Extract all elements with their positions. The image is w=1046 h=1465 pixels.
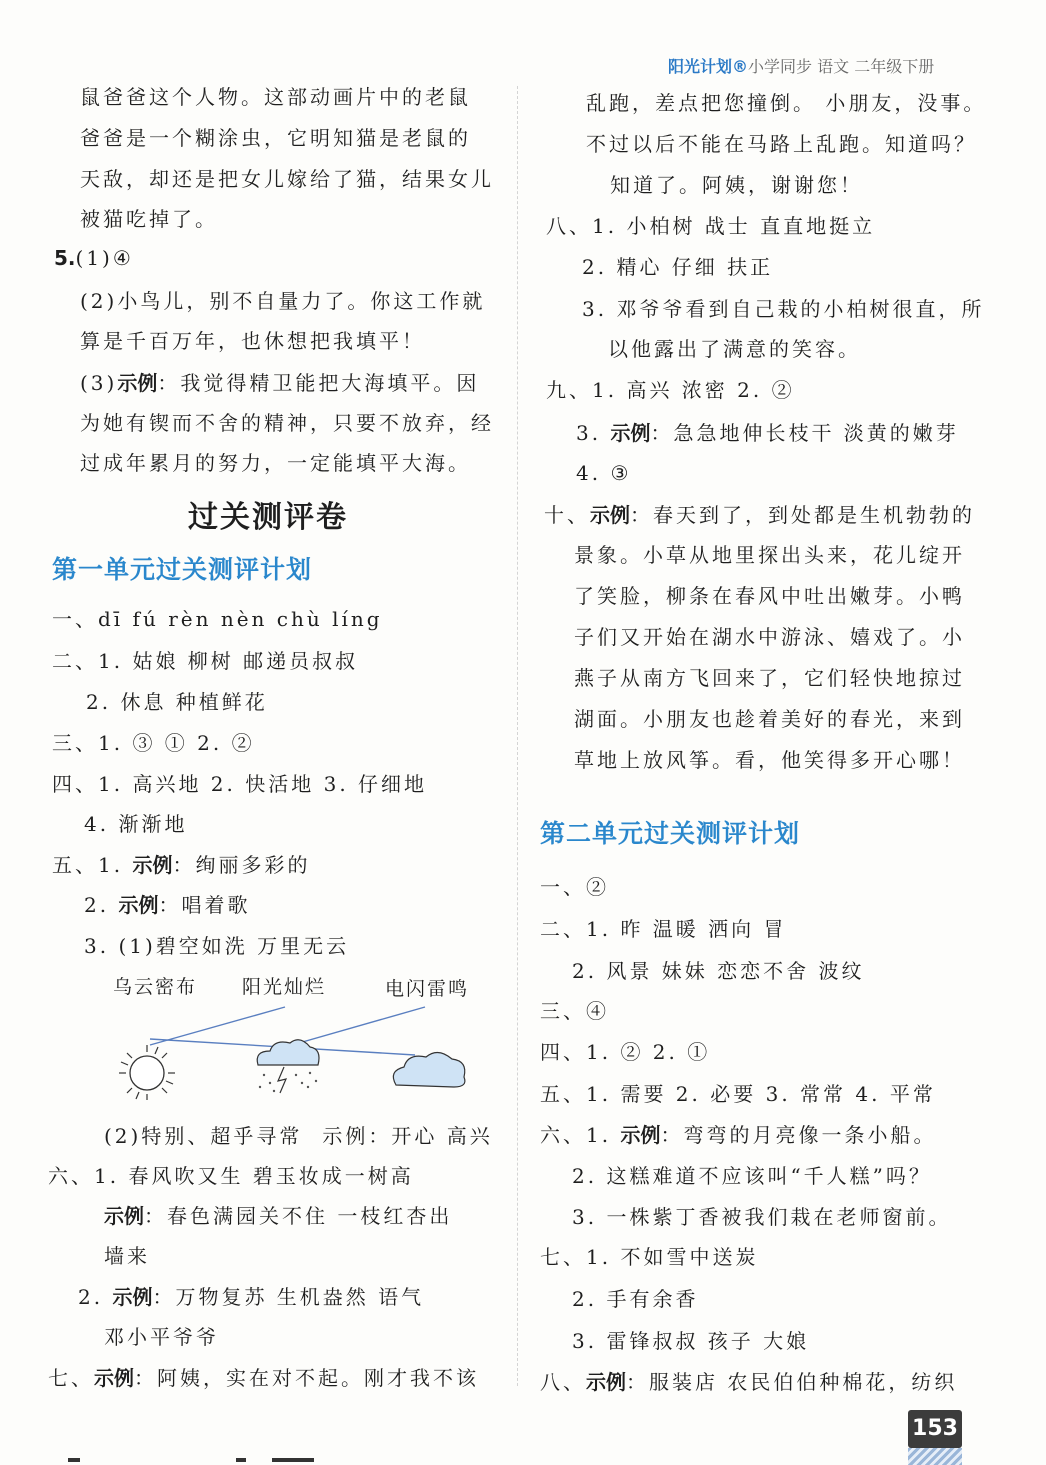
answer-line: 2. 精心 仔细 扶正 (582, 255, 774, 279)
text-line: 不过以后不能在马路上乱跑。知道吗？ (586, 132, 977, 156)
answer-line: 八、示例：服装店 农民伯伯种棉花，纺织 (540, 1370, 958, 1394)
text-line: 燕子从南方飞回来了，它们轻快地掠过 (574, 666, 965, 690)
q5-part3 (80, 368, 479, 398)
answer-line: 五、1. 需要 2. 必要 3. 常常 4. 平常 (540, 1082, 936, 1106)
q5-line (54, 243, 134, 273)
match-label-sunshine: 阳光灿烂 (242, 976, 327, 998)
section-title: 过关测评卷 (188, 500, 348, 535)
answer-line: 四、1. ② 2. ① (540, 1040, 711, 1064)
answer-line: 3. 一株紫丁香被我们栽在老师窗前。 (572, 1205, 952, 1229)
answer-line: 2. 休息 种植鲜花 (86, 690, 268, 714)
answer-line: 四、1. 高兴地 2. 快活地 3. 仔细地 (52, 772, 428, 796)
answer-line: 以他露出了满意的笑容。 (608, 337, 861, 361)
text-line: 乱跑，差点把您撞倒。 小朋友，没事。 (586, 91, 987, 115)
answer-line: 墙来 (104, 1244, 150, 1268)
storm-cloud-icon (257, 1040, 319, 1093)
text-line: 景象。小草从地里探出头来，花儿绽开 (574, 543, 965, 567)
crop-mark (236, 1458, 246, 1462)
answer-text: 示例：开心 高兴 (322, 1124, 493, 1148)
column-divider (517, 86, 518, 1386)
crop-mark (272, 1458, 314, 1462)
answer-line: 六、1. 春风吹又生 碧玉妆成一树高 (48, 1164, 414, 1188)
answer-line: 2. 示例：万物复苏 生机盎然 语气 (78, 1285, 425, 1309)
page-header (668, 54, 934, 77)
text-line: 被猫吃掉了。 (80, 207, 218, 231)
answer-line: 二、1. 昨 温暖 洒向 冒 (540, 917, 787, 941)
answer-text: (2)特别、超乎寻常 (104, 1124, 303, 1148)
text-line: 鼠爸爸这个人物。这部动画片中的老鼠 (80, 85, 471, 109)
match-label-dark-clouds: 乌云密布 (113, 976, 198, 998)
answer-line: 3. 示例：急急地伸长枝干 淡黄的嫩芽 (576, 421, 959, 445)
answer-line: 六、1. 示例：弯弯的月亮像一条小船。 (540, 1123, 937, 1147)
answer-line: 九、1. 高兴 浓密 2. ② (546, 378, 795, 402)
answer-line: 2. 风景 妹妹 恋恋不舍 波纹 (572, 959, 865, 983)
answer-text: (1)④ (75, 246, 134, 270)
match-line-2 (150, 1007, 285, 1045)
text-line: 湖面。小朋友也趁着美好的春光，来到 (574, 707, 965, 731)
answer-line: 八、1. 小柏树 战士 直直地挺立 (546, 214, 876, 238)
example-label: 示例 (118, 893, 159, 917)
page-number: 153 (908, 1410, 962, 1448)
example-label: 示例 (620, 1123, 661, 1147)
crop-mark (68, 1458, 80, 1462)
answer-line: 2. 这糕难道不应该叫“千人糕”吗？ (572, 1164, 932, 1188)
answer-line: 三、1. ③ ① 2. ② (52, 731, 255, 755)
answer-line: 4. 渐渐地 (84, 812, 188, 836)
example-label: 示例 (590, 503, 630, 527)
text-line: 草地上放风筝。看，他笑得多开心哪！ (574, 748, 965, 772)
text-line: (2)小鸟儿，别不自量力了。你这工作就 (80, 289, 486, 313)
example-label: 示例 (112, 1285, 153, 1309)
text-line: 子们又开始在湖水中游泳、嬉戏了。小 (574, 625, 965, 649)
book-subtitle: 小学同步 语文 二年级下册 (748, 57, 935, 76)
answer-line: 3. 雷锋叔叔 孩子 大娘 (572, 1329, 810, 1353)
answer-line: 三、④ (540, 999, 609, 1023)
answer-text: ：我觉得精卫能把大海填平。因 (157, 371, 480, 395)
answer-line (104, 1121, 493, 1151)
match-line-3 (285, 1007, 425, 1047)
example-label: 示例 (104, 1204, 144, 1228)
question-number: 5. (54, 246, 76, 270)
answer-line: 3. 邓爷爷看到自己栽的小柏树很直，所 (582, 297, 985, 321)
sun-icon (119, 1045, 175, 1100)
text-line: 过成年累月的努力，一定能填平大海。 (80, 451, 471, 475)
example-label: 示例 (94, 1366, 134, 1390)
answer-line: 二、1. 姑娘 柳树 邮递员叔叔 (52, 649, 359, 673)
match-label-thunder: 电闪雷鸣 (385, 978, 470, 1000)
example-label: 示例 (586, 1370, 626, 1394)
text-line: 知道了。阿姨，谢谢您！ (610, 173, 863, 197)
part-label: (3) (80, 371, 118, 395)
cloud-icon (393, 1052, 465, 1087)
brand-name: 阳光计划® (668, 57, 749, 76)
answer-line: 一、dī fú rèn nèn chù líng (52, 607, 383, 631)
answer-line: 示例：春色满园关不住 一枝红杏出 (104, 1204, 453, 1228)
page-number-stripes (908, 1448, 962, 1465)
answer-line: 七、1. 不如雪中送炭 (540, 1245, 759, 1269)
answer-line: 七、示例：阿姨，实在对不起。刚才我不该 (48, 1366, 479, 1390)
example-label: 示例 (117, 371, 158, 395)
text-line: 了笑脸，柳条在春风中吐出嫩芽。小鸭 (574, 584, 965, 608)
answer-line: 五、1. 示例：绚丽多彩的 (52, 853, 311, 877)
answer-line: 4. ③ (576, 461, 632, 485)
answer-line: 十、示例：春天到了，到处都是生机勃勃的 (544, 503, 975, 527)
text-line: 算是千百万年，也休想把我填平！ (80, 329, 425, 353)
answer-line: 3. (1)碧空如洗 万里无云 (84, 934, 350, 958)
unit1-heading: 第一单元过关测评计划 (52, 555, 313, 584)
text-line: 为她有锲而不舍的精神，只要不放弃，经 (80, 411, 494, 435)
answer-line: 一、② (540, 875, 609, 899)
answer-line: 2. 示例：唱着歌 (84, 893, 251, 917)
text-line: 天敌，却还是把女儿嫁给了猫，结果女儿 (80, 167, 494, 191)
example-label: 示例 (610, 421, 651, 445)
answer-line: 2. 手有余香 (572, 1287, 699, 1311)
text-line: 爸爸是一个糊涂虫，它明知猫是老鼠的 (80, 126, 471, 150)
matching-diagram (110, 995, 480, 1100)
answer-line: 邓小平爷爷 (104, 1325, 219, 1349)
example-label: 示例 (132, 853, 173, 877)
unit2-heading: 第二单元过关测评计划 (540, 819, 801, 848)
